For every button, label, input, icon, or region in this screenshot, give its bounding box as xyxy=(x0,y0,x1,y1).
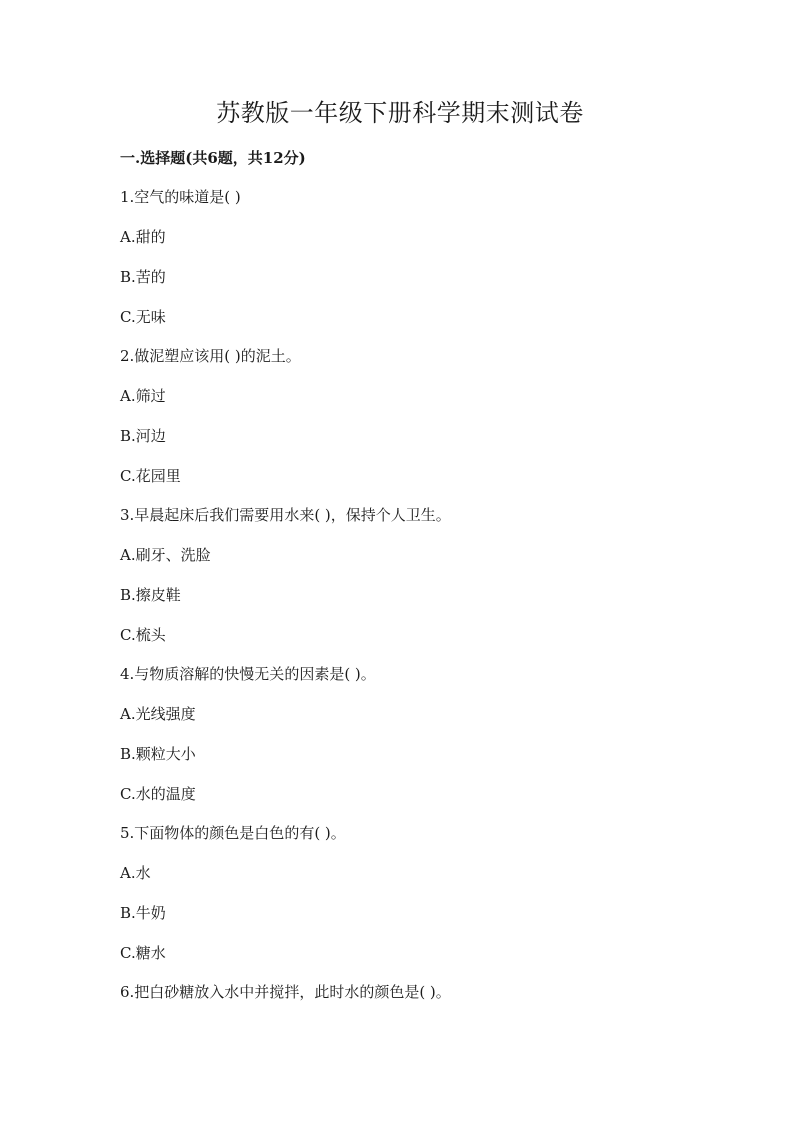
question-1-option-a: A.甜的 xyxy=(120,228,166,246)
question-3-option-b: B.擦皮鞋 xyxy=(120,586,181,604)
question-3-option-c: C.梳头 xyxy=(120,626,166,644)
question-5-option-a: A.水 xyxy=(120,864,151,882)
question-4-option-c: C.水的温度 xyxy=(120,785,196,803)
question-1-option-c: C.无味 xyxy=(120,308,166,326)
section-heading: 一.选择题(共6题，共12分) xyxy=(120,149,306,167)
question-1: 1.空气的味道是( ) xyxy=(120,188,241,206)
question-4: 4.与物质溶解的快慢无关的因素是( )。 xyxy=(120,665,376,683)
question-2-option-b: B.河边 xyxy=(120,427,166,445)
question-3-option-a: A.刷牙、洗脸 xyxy=(120,546,211,564)
question-2-option-a: A.筛过 xyxy=(120,387,166,405)
question-2-option-c: C.花园里 xyxy=(120,467,181,485)
question-6: 6.把白砂糖放入水中并搅拌，此时水的颜色是( )。 xyxy=(120,983,451,1001)
question-5: 5.下面物体的颜色是白色的有( )。 xyxy=(120,824,346,842)
question-5-option-c: C.糖水 xyxy=(120,944,166,962)
question-4-option-a: A.光线强度 xyxy=(120,705,196,723)
question-1-option-b: B.苦的 xyxy=(120,268,166,286)
question-3: 3.早晨起床后我们需要用水来( )，保持个人卫生。 xyxy=(120,506,451,524)
question-2: 2.做泥塑应该用( )的泥土。 xyxy=(120,347,301,365)
question-5-option-b: B.牛奶 xyxy=(120,904,166,922)
exam-title: 苏教版一年级下册科学期末测试卷 xyxy=(216,99,584,127)
question-4-option-b: B.颗粒大小 xyxy=(120,745,196,763)
